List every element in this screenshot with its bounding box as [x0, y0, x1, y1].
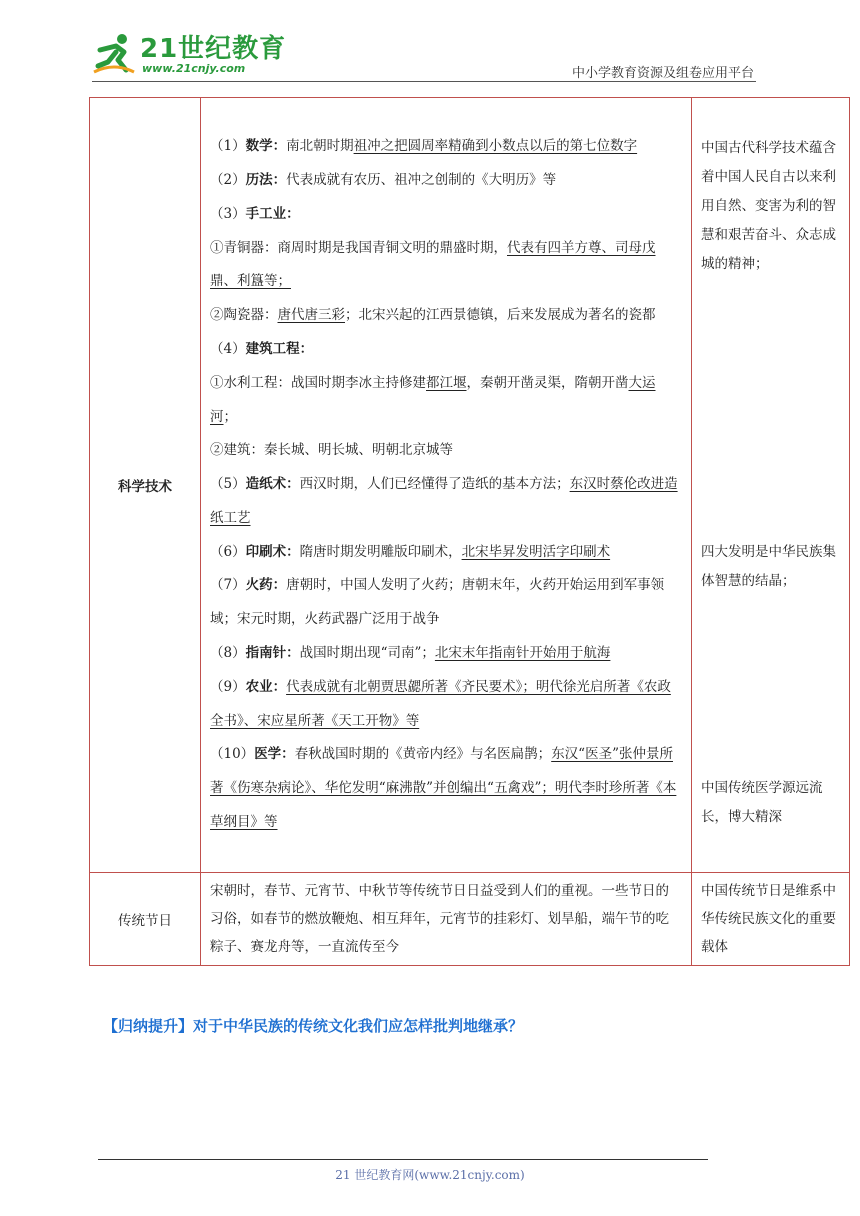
science-item: [210, 164, 682, 198]
category-festival: 传统节日: [90, 873, 201, 966]
science-item: [210, 198, 682, 232]
science-item: [210, 738, 682, 839]
item-keyword: 医学：: [254, 746, 295, 763]
item-number: （1）: [210, 138, 246, 155]
item-keyword: 数学：: [245, 138, 287, 155]
item-number: （7）: [210, 577, 246, 594]
logo-url: www.21cnjy.com: [142, 62, 246, 75]
science-content: [201, 98, 692, 873]
page-header: [0, 0, 860, 90]
item-keyword: 火药：: [245, 577, 287, 594]
item-keyword: 历法：: [245, 171, 287, 188]
item-text: 隋唐时期发明雕版印刷术，: [299, 543, 462, 560]
science-item: [210, 671, 682, 739]
underlined-text: 大运河: [210, 374, 656, 425]
item-text: 战国时期出现“司南”；: [299, 645, 435, 662]
item-number: （6）: [210, 543, 246, 560]
site-logo[interactable]: [92, 28, 287, 80]
science-notes: [692, 98, 850, 873]
science-item: [210, 333, 682, 367]
science-item: [210, 130, 682, 164]
science-note-1: 中国古代科学技术蕴含着中国人民自古以来利用自然、变害为利的智慧和艰苦奋斗、众志成城的精神；: [701, 140, 836, 272]
item-text: ，秦朝开凿灵渠，隋朝开凿: [466, 374, 629, 391]
science-note-3: 中国传统医学源远流长，博大精深: [701, 780, 823, 825]
table-row-festival: [90, 873, 850, 966]
item-number: （8）: [210, 645, 246, 662]
underlined-text: 都江堰: [426, 374, 467, 391]
item-keyword: 印刷术：: [245, 543, 300, 560]
footer-text[interactable]: 21 世纪教育网(www.21cnjy.com): [335, 1168, 525, 1182]
festival-note: 中国传统节日是维系中华传统民族文化的重要载体: [692, 873, 850, 966]
science-item: [210, 299, 682, 333]
runner-logo-icon: [92, 32, 136, 76]
item-text: ①青铜器：商周时期是我国青铜文明的鼎盛时期，: [210, 239, 507, 256]
underlined-text: 东汉“医圣”张仲景所著《伤寒杂病论》、华佗发明“麻沸散”并创编出“五禽戏”；明代李时珍所著《本草纲目》等: [210, 746, 677, 831]
logo-text: 21世纪教育: [140, 34, 287, 64]
underlined-text: 东汉时蔡伦改进造纸工艺: [210, 476, 678, 526]
item-text: 代表成就有农历、祖冲之创制的《大明历》等: [286, 171, 557, 188]
science-note-2: 四大发明是中华民族集体智慧的结晶；: [701, 544, 836, 589]
item-text: 唐朝时，中国人发明了火药；唐朝末年，火药开始运用到军事领域；宋元时期，火药武器广泛用于战争: [210, 577, 665, 628]
header-tagline: 中小学教育资源及组卷应用平台: [571, 66, 754, 81]
science-item: [210, 434, 682, 468]
item-number: （4）: [210, 340, 246, 357]
festival-content: 宋朝时，春节、元宵节、中秋节等传统节日日益受到人们的重视。一些节日的习俗，如春节的燃放鞭炮、相互拜年，元宵节的挂彩灯、划旱船，端午节的吃粽子、赛龙舟等，一直流传至今: [201, 873, 692, 966]
item-text: 春秋战国时期的《黄帝内经》与名医扁鹊；: [294, 746, 552, 763]
footer-divider: [98, 1159, 708, 1160]
underlined-text: 北宋毕昇发明活字印刷术: [461, 543, 611, 560]
item-text: ①水利工程：战国时期李冰主持修建: [210, 374, 426, 391]
science-item: [210, 468, 682, 536]
underlined-text: 代表有四羊方尊、司母戊鼎、利簋等；: [210, 239, 656, 290]
item-number: （2）: [210, 171, 246, 188]
header-divider: [92, 81, 756, 82]
item-text: ②陶瓷器：: [210, 307, 278, 324]
item-number: （5）: [210, 476, 246, 493]
item-text: ；: [223, 408, 237, 425]
culture-table: [89, 97, 850, 966]
underlined-text: 北宋末年指南针开始用于航海: [434, 645, 611, 662]
item-text: 西汉时期，人们已经懂得了造纸的基本方法；: [299, 476, 570, 493]
item-keyword: 造纸术：: [245, 476, 300, 493]
science-item: [210, 232, 682, 300]
science-item: [210, 367, 682, 435]
underlined-text: 唐代唐三彩: [277, 307, 345, 324]
item-text: ；北宋兴起的江西景德镇，后来发展成为著名的瓷都: [345, 307, 656, 324]
category-science: 科学技术: [90, 98, 201, 873]
science-item: [210, 536, 682, 570]
item-text: ②建筑：秦长城、明长城、明朝北京城等: [210, 442, 453, 459]
science-item: [210, 569, 682, 637]
item-number: （3）: [210, 205, 246, 222]
item-number: （9）: [210, 678, 246, 695]
table-row-science: [90, 98, 850, 873]
item-number: （10）: [210, 746, 255, 763]
summary-question: 【归纳提升】对于中华民族的传统文化我们应怎样批判地继承？: [103, 1017, 524, 1035]
item-keyword: 指南针：: [245, 645, 300, 662]
item-keyword: 农业：: [245, 678, 287, 695]
underlined-text: 祖冲之把圆周率精确到小数点以后的第七位数字: [353, 138, 638, 155]
item-keyword: 建筑工程：: [245, 340, 314, 357]
item-keyword: 手工业：: [245, 205, 300, 222]
science-item: [210, 637, 682, 671]
item-text: 南北朝时期: [286, 138, 354, 155]
underlined-text: 代表成就有北朝贾思勰所著《齐民要术》；明代徐光启所著《农政全书》、宋应星所著《天工开物》等: [210, 678, 671, 729]
